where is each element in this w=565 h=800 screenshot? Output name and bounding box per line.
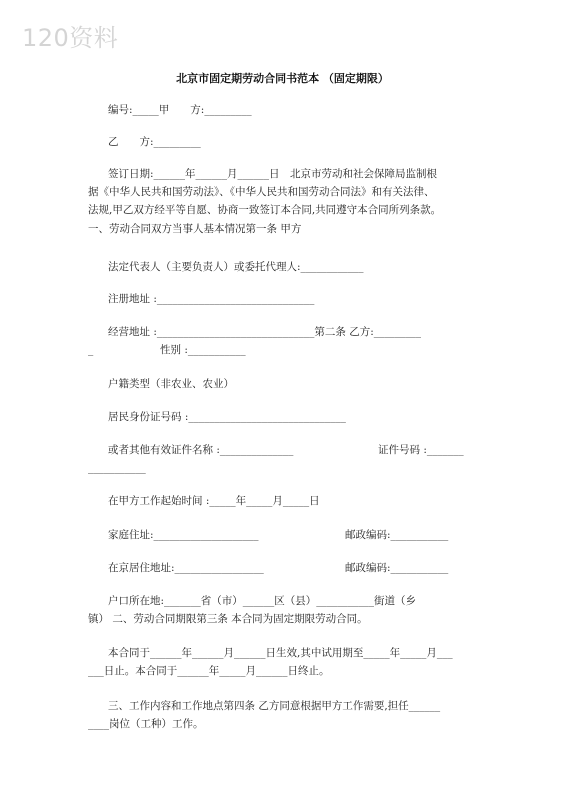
line-law-basis: 据《中华人民共和国劳动法》、《中华人民共和国劳动合同法》和有关法律、 xyxy=(88,186,435,198)
line-law-basis-cont: 法规,甲乙双方经平等自愿、协商一致签订本合同,共同遵守本合同所列条款。 xyxy=(88,204,442,216)
line-id-code: 证件号码 :_______ xyxy=(378,444,464,456)
line-beijing-address: 在京居住地址:_________________ xyxy=(108,562,264,574)
line-section-3: 三、工作内容和工作地点第四条 乙方同意根据甲方工作需要,担任______ xyxy=(108,700,441,712)
line-other-id-name: 或者其他有效证件名称 :______________ xyxy=(108,444,294,456)
line-end-date: ___日止。本合同于______年_____月______日终止。 xyxy=(88,665,330,677)
line-legal-rep: 法定代表人（主要负责人）或委托代理人:____________ xyxy=(108,261,364,273)
line-reg-address: 注册地址 :______________________________ xyxy=(108,293,315,305)
line-id-number: 居民身份证号码 :______________________________ xyxy=(108,411,346,423)
line-underscore: _ xyxy=(88,344,94,356)
line-gender: 性别 :___________ xyxy=(160,344,246,356)
line-serial-party-a: 编号:_____甲 方:_________ xyxy=(108,104,252,116)
line-section-1: 一、劳动合同双方当事人基本情况第一条 甲方 xyxy=(88,223,302,235)
line-effective-date: 本合同于______年______月______日生效,其中试用期至_____年_____月___ xyxy=(108,647,453,659)
watermark-logo: 120资料 xyxy=(22,24,119,52)
line-id-code-cont: ___________ xyxy=(88,462,146,474)
document-title: 北京市固定期劳动合同书范本 （固定期限） xyxy=(176,72,389,85)
line-party-b: 乙 方:_________ xyxy=(108,136,201,148)
line-postcode-1: 邮政编码:___________ xyxy=(345,529,449,541)
line-household-type: 户籍类型（非农业、农业） xyxy=(108,378,234,390)
line-sign-date: 签订日期:______年______月______日 北京市劳动和社会保障局监制根 xyxy=(108,168,438,180)
line-hukou: 户口所在地:_______省（市）______区（县）___________街道（乡 xyxy=(108,595,417,607)
line-section-2: 镇） 二、劳动合同期限第三条 本合同为固定期限劳动合同。 xyxy=(88,613,368,625)
line-position: ____岗位（工种）工作。 xyxy=(88,718,204,730)
line-biz-address: 经营地址 :______________________________第二条 乙方:_________ xyxy=(108,326,422,338)
line-home-address: 家庭住址:____________________ xyxy=(108,529,259,541)
line-start-time: 在甲方工作起始时间 :_____年_____月_____日 xyxy=(108,495,320,507)
line-postcode-2: 邮政编码:___________ xyxy=(345,562,449,574)
